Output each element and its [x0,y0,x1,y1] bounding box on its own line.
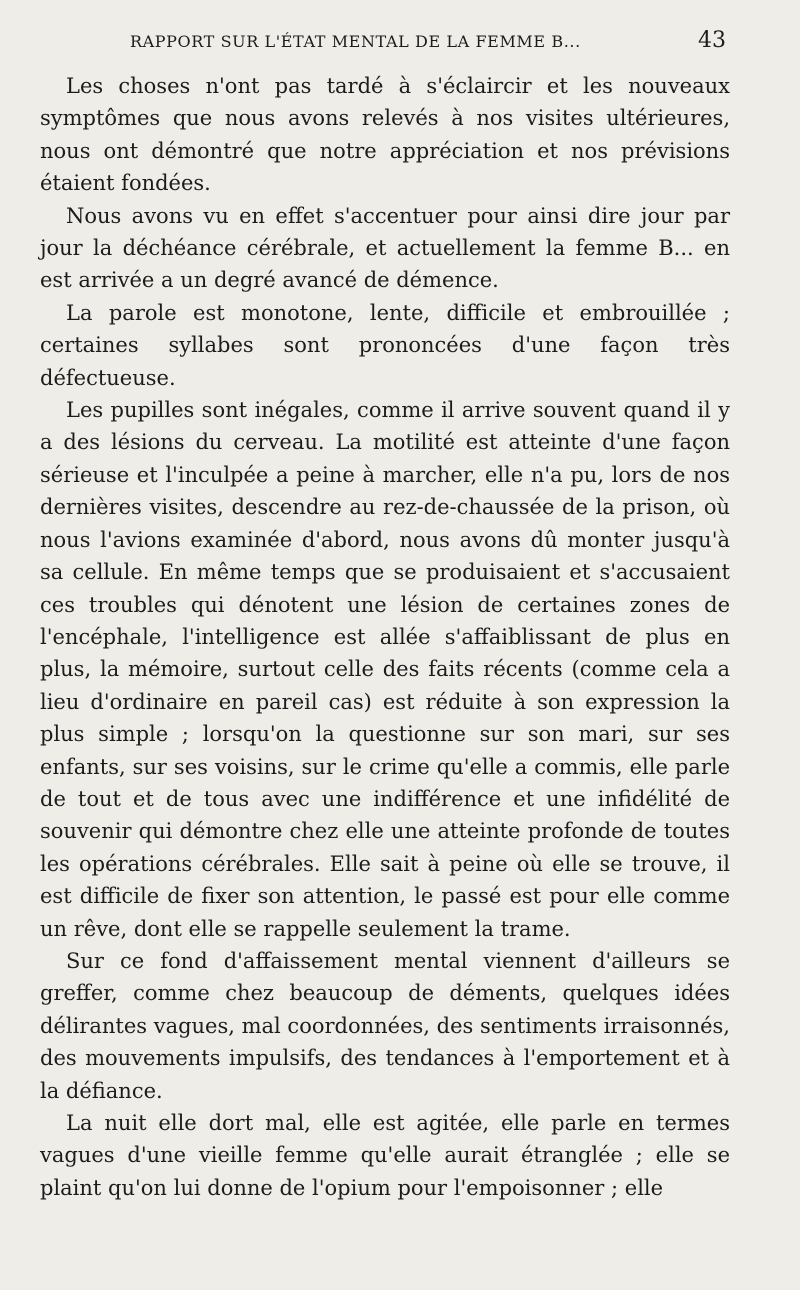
running-title: RAPPORT SUR L'ÉTAT MENTAL DE LA FEMME B... [130,32,581,51]
paragraph: Sur ce fond d'affaissement mental viennent d'ailleurs se greffer, comme chez beaucoup de déments, quelques idées délirantes vagues, mal coordonnées, des sentiments irraisonnés, des mouvements impulsifs, des tendances à l'emportement et à la défiance. [40,948,730,1103]
paragraph: La parole est monotone, lente, difficile et embrouillée ; certaines syllabes sont prononcées d'une façon très défectueuse. [40,300,730,390]
paragraph: La nuit elle dort mal, elle est agitée, elle parle en termes vagues d'une vieille femme qu'elle aurait étranglée ; elle se plaint qu'on lui donne de l'opium pour l'empoisonner ; elle [40,1111,730,1200]
paragraph: Les pupilles sont inégales, comme il arrive souvent quand il y a des lésions du cerveau. La motilité est atteinte d'une façon sérieuse et l'inculpée a peine à marcher, elle n'a pu, lors de nos dernières visites, descendre au rez-de-chaussée de la prison, où nous l'avions examinée d'abord, nous avons dû monter jusqu'à sa cellule. En même temps que se produisaient et s'accusaient ces troubles qui dénotent une lésion de certaines zones de l'encéphale, l'intelligence est allée s'affaiblissant de plus en plus, la mémoire, surtout celle des faits récents (comme cela a lieu d'ordinaire en pareil cas) est réduite à son expression la plus simple ; lorsqu'on la questionne sur son mari, sur ses enfants, sur ses voisins, sur le crime qu'elle a commis, elle parle de tout et de tous avec une indifférence et une infidélité de souvenir qui démontre chez elle une atteinte profonde de toutes les opérations cérébrales. Elle sait à peine où elle se trouve, il est difficile de fixer son attention, le passé est pour elle comme un rêve, dont elle se rappelle seulement la trame. [40,398,730,941]
body-text [40,70,730,1204]
page-number: 43 [698,28,726,53]
paragraph: Nous avons vu en effet s'accentuer pour ainsi dire jour par jour la déchéance cérébrale, et actuellement la femme B... en est arrivée a un degré avancé de démence. [40,203,730,293]
paragraph: Les choses n'ont pas tardé à s'éclaircir et les nouveaux symptômes que nous avons relevés à nos visites ultérieures, nous ont démontré que notre appréciation et nos prévisions étaient fondées. [40,74,730,196]
